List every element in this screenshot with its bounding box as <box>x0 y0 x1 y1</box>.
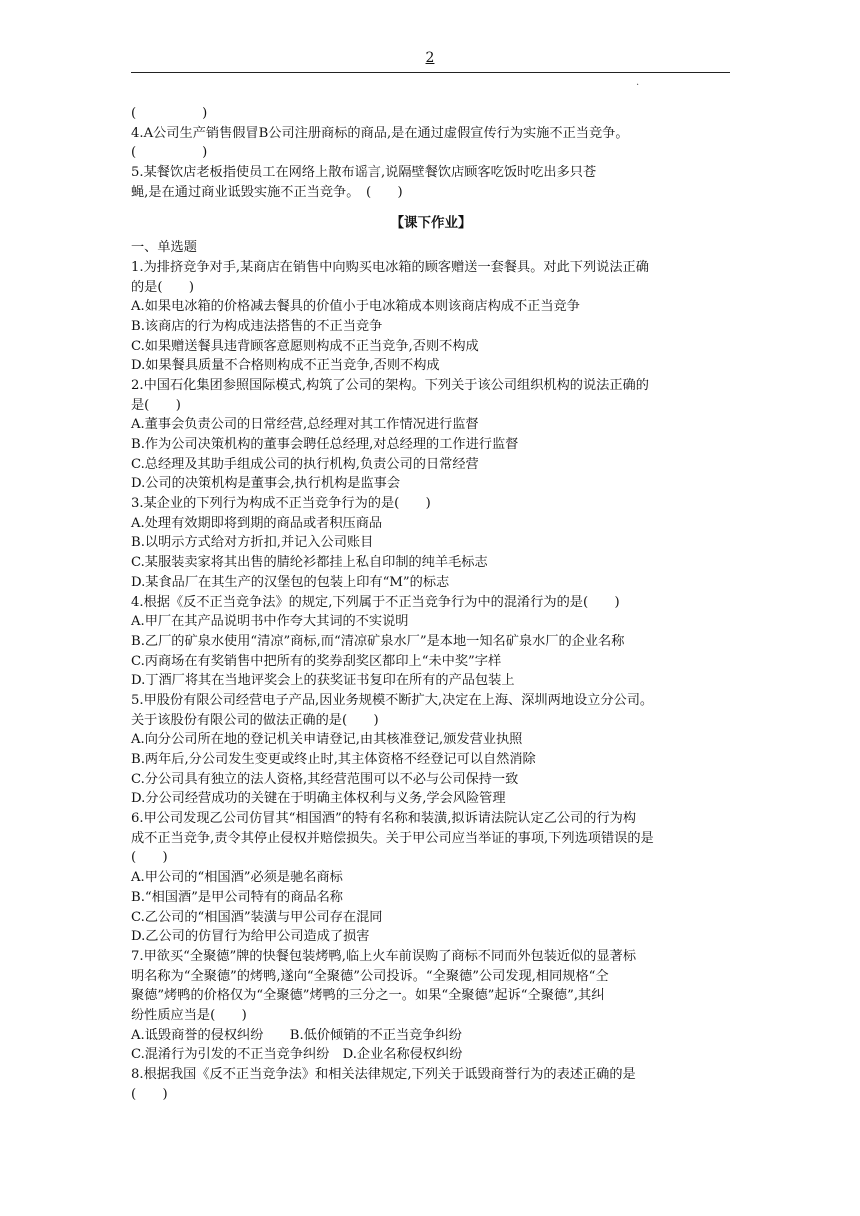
text-line: 的是( ) <box>131 279 195 295</box>
text-line: D.分公司经营成功的关键在于明确主体权利与义务,学会风险管理 <box>131 791 506 807</box>
text-line: 7.甲欲买“全聚德”牌的快餐包装烤鸭,临上火车前误购了商标不同而外包装近似的显著标 <box>131 948 637 964</box>
text-line: A.甲厂在其产品说明书中作夸大其词的不实说明 <box>131 614 409 630</box>
text-line: A.处理有效期即将到期的商品或者积压商品 <box>131 515 383 531</box>
text-line: ( ) <box>131 106 208 121</box>
text-line: B.“相国酒”是甲公司特有的商品名称 <box>131 889 343 905</box>
text-line: 关于该股份有限公司的做法正确的是( ) <box>131 712 379 728</box>
text-line: D.如果餐具质量不合格则构成不正当竞争,否则不构成 <box>131 358 440 374</box>
text-line: 3.某企业的下列行为构成不正当竞争行为的是( ) <box>131 496 431 512</box>
text-line: D.公司的决策机构是董事会,执行机构是监事会 <box>131 476 401 492</box>
text-line: 2.中国石化集团参照国际模式,构筑了公司的架构。下列关于该公司组织机构的说法正确的 <box>131 377 649 393</box>
text-line: 成不正当竞争,责令其停止侵权并赔偿损失。关于甲公司应当举证的事项,下列选项错误的是 <box>131 830 654 846</box>
text-line: C.总经理及其助手组成公司的执行机构,负责公司的日常经营 <box>131 456 479 472</box>
text-line: 聚德”烤鸭的价格仅为“全聚德”烤鸭的三分之一。如果“全聚德”起诉“仝聚德”,其纠 <box>131 988 605 1004</box>
text-line: A.向分公司所在地的登记机关申请登记,由其核准登记,颁发营业执照 <box>131 732 523 748</box>
section-title: 【课下作业】 <box>390 215 472 232</box>
text-line: 蝇,是在通过商业诋毁实施不正当竞争。 ( ) <box>131 184 403 200</box>
header-dot: . <box>636 77 640 88</box>
text-line: B.该商店的行为构成违法搭售的不正当竞争 <box>131 318 383 334</box>
text-line: C.分公司具有独立的法人资格,其经营范围可以不必与公司保持一致 <box>131 771 519 787</box>
header-rule <box>131 72 730 73</box>
text-line: ( ) <box>131 145 208 161</box>
text-line: B.两年后,分公司发生变更或终止时,其主体资格不经登记可以自然消除 <box>131 752 536 768</box>
text-line: 5.甲股份有限公司经营电子产品,因业务规模不断扩大,决定在上海、深圳两地设立分公司。 <box>131 692 654 708</box>
text-line: 一、单选题 <box>131 240 197 256</box>
text-line: ( ) <box>131 850 168 866</box>
text-line: 5.某餐饮店老板指使员工在网络上散布谣言,说隔壁餐饮店顾客吃饭时吃出多只苍 <box>131 165 597 181</box>
text-line: 4.根据《反不正当竞争法》的规定,下列属于不正当竞争行为中的混淆行为的是( ) <box>131 594 620 610</box>
previous-section-lines <box>131 104 731 202</box>
text-line: B.作为公司决策机构的董事会聘任总经理,对总经理的工作进行监督 <box>131 437 519 453</box>
text-line: 4.A公司生产销售假冒B公司注册商标的商品,是在通过虚假宣传行为实施不正当竞争。 <box>131 125 629 141</box>
text-line: 明名称为“全聚德”的烤鸭,遂向“全聚德”公司投诉。“全聚德”公司发现,相同规格“仝 <box>131 968 609 984</box>
text-line: C.乙公司的“相国酒”装潢与甲公司存在混同 <box>131 909 383 925</box>
text-line: 1.为排挤竞争对手,某商店在销售中向购买电冰箱的顾客赠送一套餐具。对此下列说法正确 <box>131 259 649 275</box>
page-number: 2 <box>425 50 435 66</box>
text-line: C.如果赠送餐具违背顾客意愿则构成不正当竞争,否则不构成 <box>131 338 479 354</box>
text-line: C.某服装卖家将其出售的腈纶衫都挂上私自印制的纯羊毛标志 <box>131 555 488 571</box>
text-line: D.乙公司的仿冒行为给甲公司造成了损害 <box>131 929 370 945</box>
text-line: D.丁酒厂将其在当地评奖会上的获奖证书复印在所有的产品包装上 <box>131 673 515 689</box>
text-line: 是( ) <box>131 397 181 413</box>
text-line: A.董事会负责公司的日常经营,总经理对其工作情况进行监督 <box>131 417 479 433</box>
text-line: B.以明示方式给对方折扣,并记入公司账目 <box>131 535 374 551</box>
text-line: D.某食品厂在其生产的汉堡包的包装上印有“M”的标志 <box>131 574 450 590</box>
text-line: 6.甲公司发现乙公司仿冒其“相国酒”的特有名称和装潢,拟诉请法院认定乙公司的行为构 <box>131 811 637 827</box>
homework-lines <box>131 238 731 1104</box>
text-line: C.丙商场在有奖销售中把所有的奖券刮奖区都印上“未中奖”字样 <box>131 653 502 669</box>
text-line: ( ) <box>131 1086 168 1102</box>
text-line: B.乙厂的矿泉水使用“清凉”商标,而“清凉矿泉水厂”是本地一知名矿泉水厂的企业名称 <box>131 633 625 649</box>
text-line: A.如果电冰箱的价格减去餐具的价值小于电冰箱成本则该商店构成不正当竞争 <box>131 299 580 315</box>
text-line: 纷性质应当是( ) <box>131 1007 247 1023</box>
text-line: 8.根据我国《反不正当竞争法》和相关法律规定,下列关于诋毁商誉行为的表述正确的是 <box>131 1067 636 1083</box>
text-line: A.诋毁商誉的侵权纠纷 B.低价倾销的不正当竞争纠纷 <box>131 1027 462 1043</box>
document-body <box>131 104 731 1104</box>
text-line: A.甲公司的“相国酒”必须是驰名商标 <box>131 870 343 886</box>
text-line: C.混淆行为引发的不正当竞争纠纷 D.企业名称侵权纠纷 <box>131 1047 463 1063</box>
